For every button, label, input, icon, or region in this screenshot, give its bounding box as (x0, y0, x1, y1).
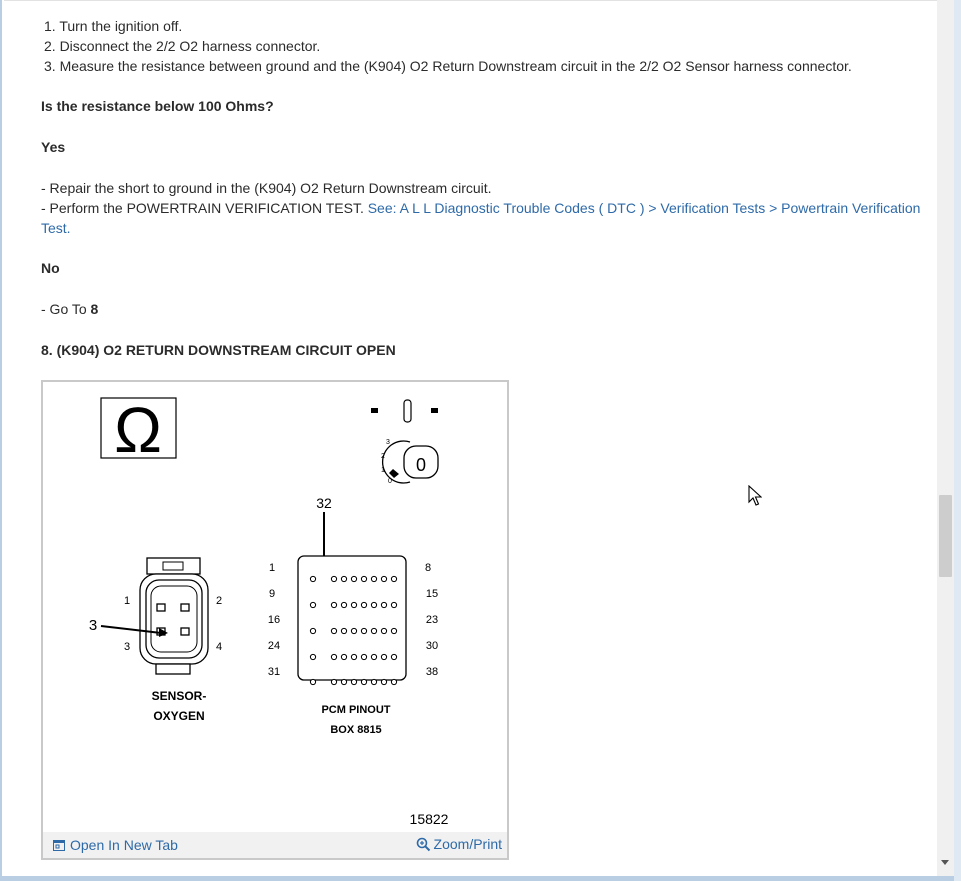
window-border (954, 0, 961, 881)
no-goto (41, 299, 98, 319)
yes-bullet-repair: - Repair the short to ground in the (K904) O2 Return Downstream circuit. (41, 180, 492, 196)
sensor-label: OXYGEN (153, 709, 205, 723)
pcm-pin (371, 628, 376, 633)
yes-heading: Yes (41, 139, 66, 155)
pcm-pin-number: 15 (425, 588, 439, 600)
pcm-pin (391, 628, 396, 633)
zoom-icon (416, 837, 431, 852)
yes-bullet-verify (41, 198, 926, 238)
oxygen-sensor-connector (89, 558, 222, 674)
document-content (4, 0, 937, 876)
pcm-pinout-box (298, 556, 406, 685)
key-position: 0 (388, 478, 392, 485)
pcm-pin (361, 654, 366, 659)
pcm-pin-number: 24 (267, 640, 281, 652)
pcm-pin (381, 654, 386, 659)
pcm-pin (391, 654, 396, 659)
step-item: 1. Turn the ignition off. (44, 18, 183, 34)
pcm-pin (310, 602, 315, 607)
sensor-callout: 3 (88, 617, 98, 634)
pcm-label: BOX 8815 (330, 724, 382, 736)
pcm-pin (351, 576, 356, 581)
pcm-pin-number: 16 (267, 614, 281, 626)
wiring-figure (41, 380, 509, 860)
pcm-pin-number: 30 (425, 640, 439, 652)
pcm-pin (331, 654, 336, 659)
pcm-pin (310, 576, 315, 581)
pcm-pin (351, 654, 356, 659)
pcm-pin (310, 628, 315, 633)
key-position: 1 (381, 467, 385, 474)
pcm-pin (310, 654, 315, 659)
ohm-symbol: Ω (114, 394, 162, 466)
pcm-pin (381, 628, 386, 633)
goto-text: - Go To (41, 301, 91, 317)
pcm-pin (361, 628, 366, 633)
pcm-pin (361, 679, 366, 684)
top-divider (4, 0, 937, 1)
sensor-pin-number: 1 (123, 595, 131, 607)
pcm-pin (331, 602, 336, 607)
pcm-pin (331, 628, 336, 633)
scroll-down-arrow-icon[interactable] (941, 860, 949, 865)
wiring-diagram (43, 382, 507, 834)
pcm-pin (351, 628, 356, 633)
pcm-pin-number: 9 (268, 588, 276, 600)
pcm-pin (371, 654, 376, 659)
pcm-pin (341, 654, 346, 659)
zoom-print-label: Zoom/Print (433, 836, 502, 852)
pcm-pin (351, 679, 356, 684)
vertical-scrollbar[interactable] (937, 0, 954, 876)
pcm-pin (341, 628, 346, 633)
pcm-pin-number: 8 (424, 562, 432, 574)
verification-test-link[interactable]: See: A L L Diagnostic Trouble Codes ( DTC ) > Verification Tests > Powertrain Verification Test. (41, 200, 921, 236)
figure-footer (43, 832, 507, 858)
key-symbol: 0 (415, 455, 427, 475)
goto-step-number: 8 (90, 301, 99, 317)
sensor-pin-number: 4 (215, 641, 223, 653)
pcm-pin (310, 679, 315, 684)
zoom-print-link[interactable] (416, 835, 502, 853)
key-position: 3 (386, 439, 390, 446)
pcm-pin (381, 679, 386, 684)
pcm-pin (341, 576, 346, 581)
sensor-pin-number: 3 (123, 641, 131, 653)
figure-number: 15822 (409, 811, 449, 827)
pcm-pin (341, 602, 346, 607)
step-item: 3. Measure the resistance between ground and the (K904) O2 Return Downstream circuit in the 2/2 O2 Sensor harness connector. (44, 58, 852, 74)
pcm-pin (351, 602, 356, 607)
pcm-pin (371, 679, 376, 684)
pcm-pin (361, 576, 366, 581)
step-list (44, 16, 852, 76)
pcm-pin (391, 679, 396, 684)
mouse-cursor-icon (748, 485, 762, 507)
pcm-pin (391, 576, 396, 581)
pcm-pin-number: 23 (425, 614, 439, 626)
new-tab-icon (53, 840, 65, 851)
verify-text: - Perform the POWERTRAIN VERIFICATION TEST. (41, 200, 368, 216)
pcm-pin (381, 576, 386, 581)
ignition-key-icon (371, 400, 438, 485)
pin-callout: 32 (316, 495, 332, 511)
question-text: Is the resistance below 100 Ohms? (41, 98, 274, 114)
pcm-pin (381, 602, 386, 607)
pcm-pin-number: 38 (425, 666, 439, 678)
pcm-pin (341, 679, 346, 684)
pcm-pin (371, 576, 376, 581)
pcm-pin-number: 1 (268, 562, 276, 574)
sensor-pin-number: 2 (215, 595, 223, 607)
key-position: 2 (381, 453, 385, 460)
section-heading: 8. (K904) O2 RETURN DOWNSTREAM CIRCUIT OPEN (41, 342, 396, 358)
pcm-pin-number: 31 (267, 666, 281, 678)
sensor-label: SENSOR- (151, 689, 207, 703)
pcm-pin (331, 679, 336, 684)
pcm-label: PCM PINOUT (321, 704, 391, 716)
ohmmeter-icon (101, 394, 176, 466)
pcm-pin (361, 602, 366, 607)
open-tab-label: Open In New Tab (70, 837, 178, 853)
scrollbar-thumb[interactable] (939, 495, 952, 577)
pcm-pin (331, 576, 336, 581)
step-item: 2. Disconnect the 2/2 O2 harness connector. (44, 38, 321, 54)
open-in-new-tab-link[interactable] (53, 836, 178, 854)
no-heading: No (41, 260, 60, 276)
pcm-pin (371, 602, 376, 607)
pcm-pin (391, 602, 396, 607)
